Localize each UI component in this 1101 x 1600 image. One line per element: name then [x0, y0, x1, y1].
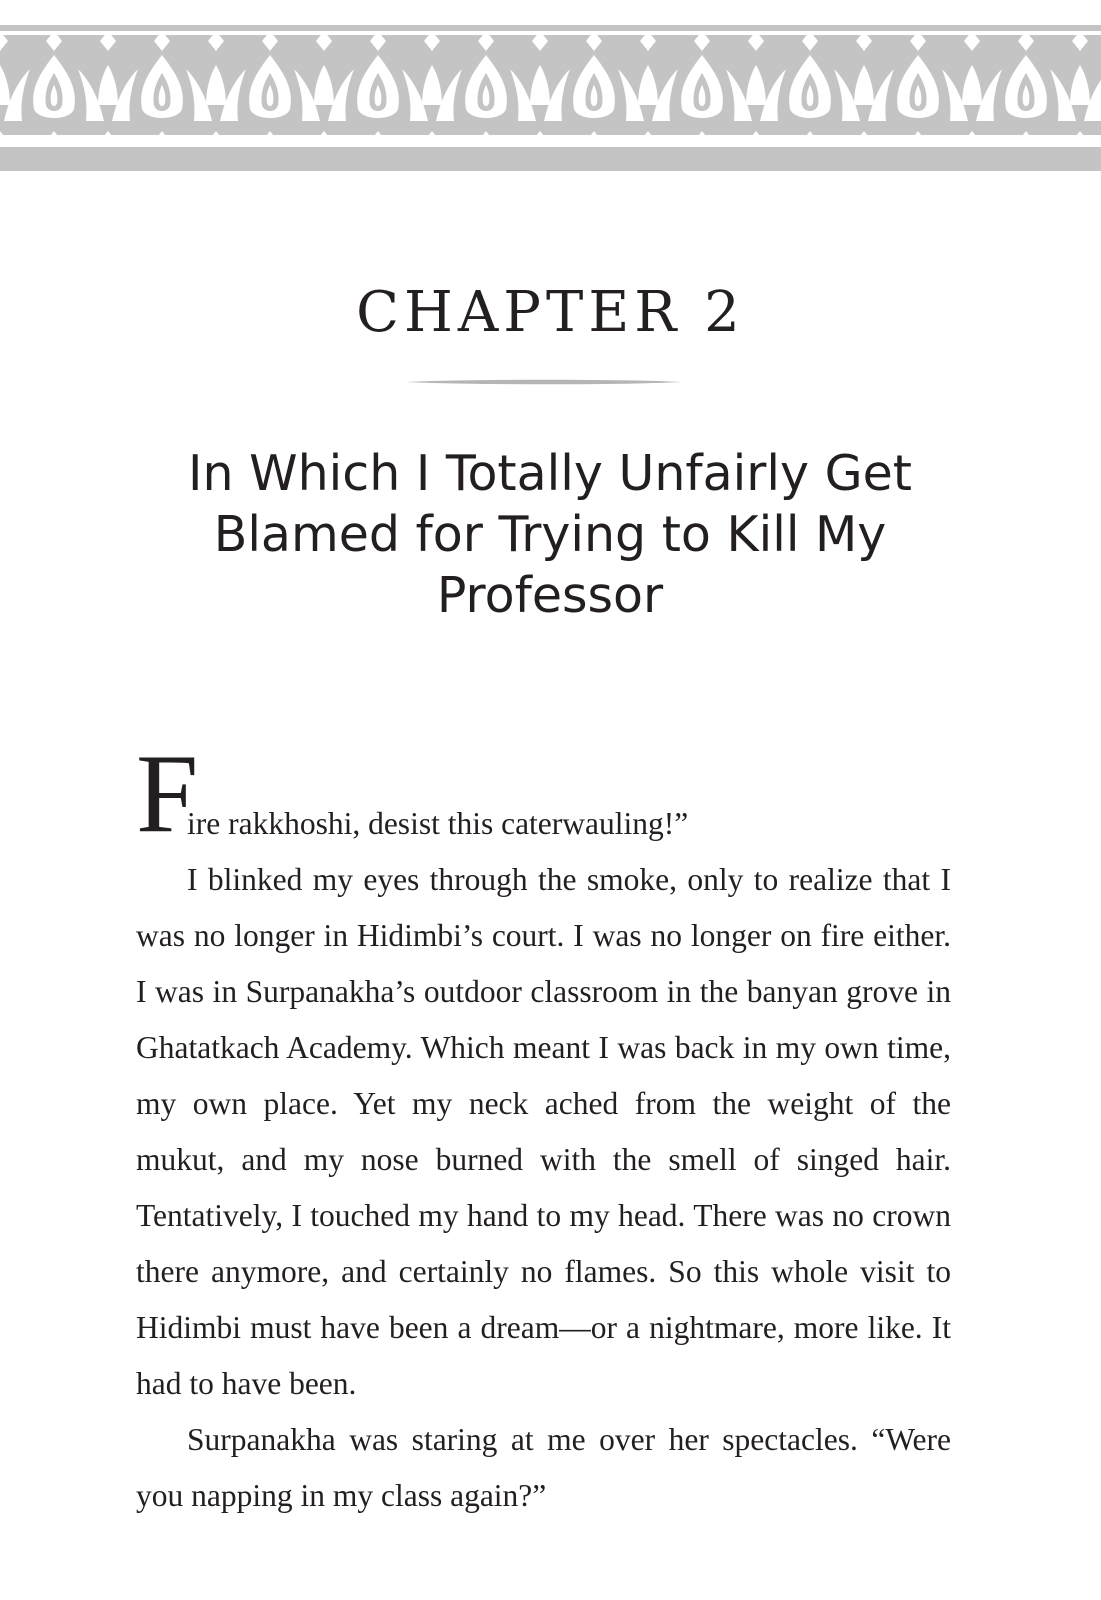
paragraph: Surpanakha was staring at me over her spectacles. “Were you napping in my class again?” — [136, 1422, 951, 1513]
opening-paragraph-text: ire rakkhoshi, desist this caterwauling!” — [187, 806, 689, 841]
chapter-heading: CHAPTER 2 — [356, 280, 745, 345]
opening-paragraph — [136, 732, 951, 856]
chapter-title: In Which I Totally Unfairly Get Blamed for Trying to Kill My Professor — [188, 445, 912, 624]
decorative-border — [0, 25, 1101, 171]
drop-cap: F — [136, 732, 199, 856]
chapter-body — [136, 732, 951, 1524]
paragraph: I blinked my eyes through the smoke, only to realize that I was no longer in Hidimbi’s court. I was no longer on fire either. I was in Surpanakha’s outdoor classroom in the banyan grove in Ghatatkach Academy. Which meant I was back in my own time, my own place. Yet my neck ached from the weight of the mukut, and my nose burned with the smell of singed hair. Tentatively, I touched my hand to my head. There was no crown there anymore, and certainly no flames. So this whole visit to Hidimbi must have been a dream—or a nightmare, more like. It had to have been. — [136, 862, 951, 1401]
heading-divider — [406, 377, 682, 387]
